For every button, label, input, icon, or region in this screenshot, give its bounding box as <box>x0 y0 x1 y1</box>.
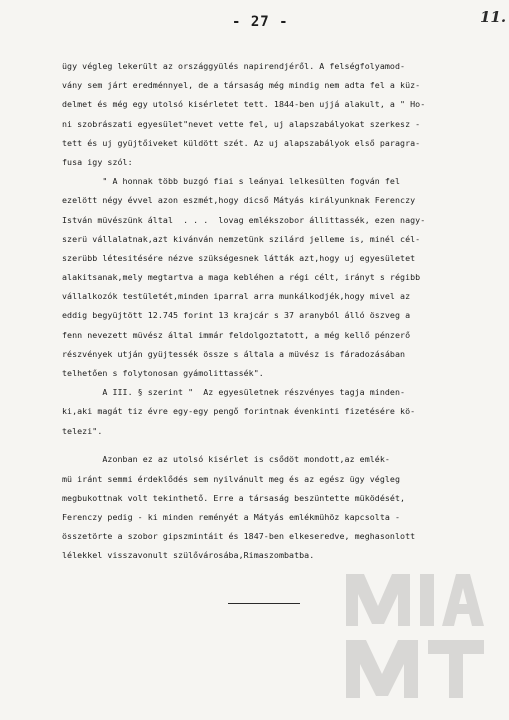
text-line: eddig begyüjtött 12.745 forint 13 krajcár s 37 aranyból álló öszveg a <box>62 310 411 321</box>
text-line: szerübb létesitésére nézve szükségesnek látták azt,hogy uj egyesületet <box>62 252 416 263</box>
text-line: szerü vállalatnak,azt kivánván nemzetünk szilárd jelleme is, minél cél- <box>62 233 421 244</box>
text-line: megbukottnak volt tekinthető. Erre a társaság beszüntette müködését, <box>62 492 406 503</box>
paragraph-gap <box>62 441 502 451</box>
text-line: lélekkel visszavonult szülővárosába,Rimaszombatba. <box>62 550 315 561</box>
text-line: részvények utján gyüjtessék össze s általa a müvész is fáradozásában <box>62 348 406 359</box>
text-line: tett és uj gyüjtőiveket küldött szét. Az uj alapszabályok első paragra- <box>62 137 421 148</box>
text-line: telhetően s folytonosan gyámolittassék". <box>62 368 264 378</box>
text-line: ezelött négy évvel azon eszmét,hogy dicső Mátyás királyunknak Ferenczy <box>62 195 416 206</box>
page-corner-mark: 11. <box>480 8 507 26</box>
text-line: ügy végleg lekerült az országgyülés napirendjéről. A felségfolyamod- <box>62 61 406 71</box>
text-line: Azonban ez az utolsó kisérlet is csődöt mondott,az emlék- <box>62 454 390 465</box>
text-line: fenn nevezett müvész által immár feldolgoztatott, a még kellő pénzerő <box>62 329 411 340</box>
text-line: alakitsanak,mely megtartva a maga kebléhen a régi célt, irányt s régibb <box>62 272 421 283</box>
text-line: mü iránt semmi érdeklődés sem nyilvánult meg és az egész ügy végleg <box>62 473 401 484</box>
text-line: István müvészünk által . . . lovag emlékszobor állittassék, ezen nagy- <box>62 214 426 225</box>
text-line: vállalkozók testületét,minden iparral arra munkálkodjék,hogy mivel az <box>62 291 411 302</box>
text-line: " A honnak több buzgó fiai s leányai lelkesülten fogván fel <box>62 176 401 187</box>
text-line: delmet és még egy utolsó kisérletet tett. 1844-ben ujjá alakult, a " Ho- <box>62 99 426 110</box>
text-line: vány sem járt eredménnyel, de a társaság még mindig nem adta fel a küz- <box>62 80 421 91</box>
text-line: A III. § szerint " Az egyesületnek részvényes tagja minden- <box>62 387 406 398</box>
text-line: fusa igy szól: <box>62 156 133 167</box>
text-line: Ferenczy pedig - ki minden reményét a Mátyás emlékmühöz kapcsolta - <box>62 511 401 522</box>
text-line: összetörte a szobor gipszmintáit és 1847-ben elkeseredve, meghasonlott <box>62 531 416 542</box>
text-line: ki,aki magát tiz évre egy-egy pengő forintnak évenkinti fizetésére kö- <box>62 406 416 417</box>
mta-watermark-logo <box>338 566 488 704</box>
closing-rule <box>228 603 300 604</box>
text-line: telezi". <box>62 425 103 436</box>
body-text <box>62 57 502 565</box>
page-number: - 27 - <box>232 14 289 30</box>
text-line: ni szobrászati egyesület"nevet vette fel, uj alapszabályokat szerkesz - <box>62 118 421 129</box>
